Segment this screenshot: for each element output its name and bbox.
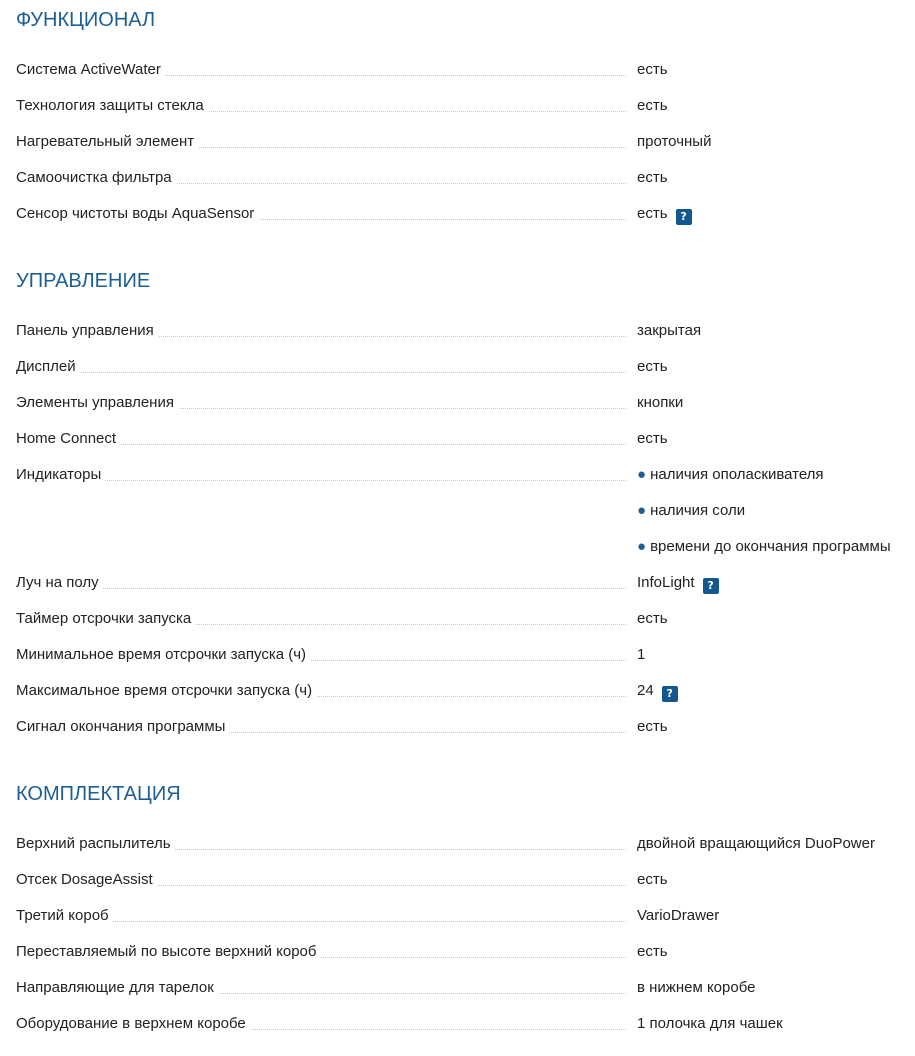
spec-label: Направляющие для тарелок <box>16 978 218 998</box>
spec-value <box>637 204 692 225</box>
spec-row-end-signal <box>16 717 915 753</box>
spec-value: кнопки <box>637 394 684 411</box>
spec-label: Максимальное время отсрочки запуска (ч) <box>16 681 316 701</box>
spec-row-delay-timer <box>16 609 915 645</box>
spec-label: Таймер отсрочки запуска <box>16 609 195 629</box>
spec-value: есть <box>637 61 668 78</box>
dotted-leader <box>16 372 626 373</box>
spec-label: Нагревательный элемент <box>16 132 198 152</box>
spec-value: есть <box>637 718 668 735</box>
spec-value-bullet <box>637 501 745 521</box>
spec-row-max-delay <box>16 681 915 717</box>
spec-label: Оборудование в верхнем коробе <box>16 1014 250 1034</box>
spec-value: есть <box>637 943 668 960</box>
spec-value: проточный <box>637 133 712 150</box>
spec-value: есть <box>637 169 668 186</box>
bullet-text: наличия ополаскивателя <box>650 466 824 483</box>
spec-row-indicators-cont <box>16 501 915 537</box>
spec-label: Панель управления <box>16 321 158 341</box>
bullet-text: времени до окончания программы <box>650 538 891 555</box>
help-icon[interactable]: ? <box>676 209 692 225</box>
spec-value-text: есть <box>637 205 668 222</box>
spec-value: двойной вращающийся DuoPower <box>637 835 875 852</box>
spec-row-height-adjustable <box>16 942 915 978</box>
spec-value: закрытая <box>637 322 702 339</box>
spec-value <box>637 573 719 594</box>
spec-label: Сенсор чистоты воды AquaSensor <box>16 204 258 224</box>
spec-row-home-connect <box>16 429 915 465</box>
spec-value: есть <box>637 610 668 627</box>
spec-label: Третий короб <box>16 906 113 926</box>
spec-value-bullet <box>637 465 824 485</box>
spec-row-upper-sprayer <box>16 834 915 870</box>
spec-row-plate-guides <box>16 978 915 1014</box>
help-icon[interactable]: ? <box>703 578 719 594</box>
bullet-icon: ● <box>637 466 647 483</box>
spec-label: Отсек DosageAssist <box>16 870 157 890</box>
spec-row-dosageassist <box>16 870 915 906</box>
section-title-control: УПРАВЛЕНИЕ <box>16 270 151 292</box>
spec-row-display <box>16 357 915 393</box>
help-icon[interactable]: ? <box>662 686 678 702</box>
bullet-icon: ● <box>637 538 647 555</box>
spec-value: VarioDrawer <box>637 907 720 924</box>
spec-row-glass-protection <box>16 96 915 132</box>
spec-value: есть <box>637 871 668 888</box>
spec-label: Переставляемый по высоте верхний короб <box>16 942 320 962</box>
spec-value: есть <box>637 97 668 114</box>
spec-row-activewater <box>16 60 915 96</box>
spec-label: Home Connect <box>16 429 120 449</box>
spec-row-indicators-cont <box>16 537 915 573</box>
spec-label: Сигнал окончания программы <box>16 717 229 737</box>
spec-label: Луч на полу <box>16 573 103 593</box>
spec-value: в нижнем коробе <box>637 979 756 996</box>
dotted-leader <box>16 588 626 589</box>
spec-value <box>637 681 678 702</box>
spec-value: 1 <box>637 646 646 663</box>
dotted-leader <box>16 480 626 481</box>
spec-row-controls <box>16 393 915 429</box>
bullet-text: наличия соли <box>650 502 746 519</box>
spec-label: Дисплей <box>16 357 80 377</box>
spec-label: Технология защиты стекла <box>16 96 208 116</box>
bullet-icon: ● <box>637 502 647 519</box>
spec-label: Система ActiveWater <box>16 60 165 80</box>
spec-label: Самоочистка фильтра <box>16 168 176 188</box>
spec-value: есть <box>637 358 668 375</box>
spec-value-text: 24 <box>637 682 654 699</box>
spec-row-control-panel <box>16 321 915 357</box>
spec-row-indicators <box>16 465 915 501</box>
spec-row-upper-basket-equipment <box>16 1014 915 1050</box>
spec-row-heating-element <box>16 132 915 168</box>
spec-row-aquasensor <box>16 204 915 240</box>
spec-value: 1 полочка для чашек <box>637 1015 783 1032</box>
spec-label: Верхний распылитель <box>16 834 175 854</box>
spec-row-filter-selfclean <box>16 168 915 204</box>
spec-value: есть <box>637 430 668 447</box>
spec-label: Элементы управления <box>16 393 178 413</box>
section-title-functional: ФУНКЦИОНАЛ <box>16 9 156 31</box>
spec-label: Минимальное время отсрочки запуска (ч) <box>16 645 310 665</box>
spec-row-third-basket <box>16 906 915 942</box>
spec-row-floor-beam <box>16 573 915 609</box>
spec-value-text: InfoLight <box>637 574 695 591</box>
section-title-equipment: КОМПЛЕКТАЦИЯ <box>16 783 181 805</box>
spec-row-min-delay <box>16 645 915 681</box>
spec-label: Индикаторы <box>16 465 105 485</box>
spec-value-bullet <box>637 537 891 557</box>
